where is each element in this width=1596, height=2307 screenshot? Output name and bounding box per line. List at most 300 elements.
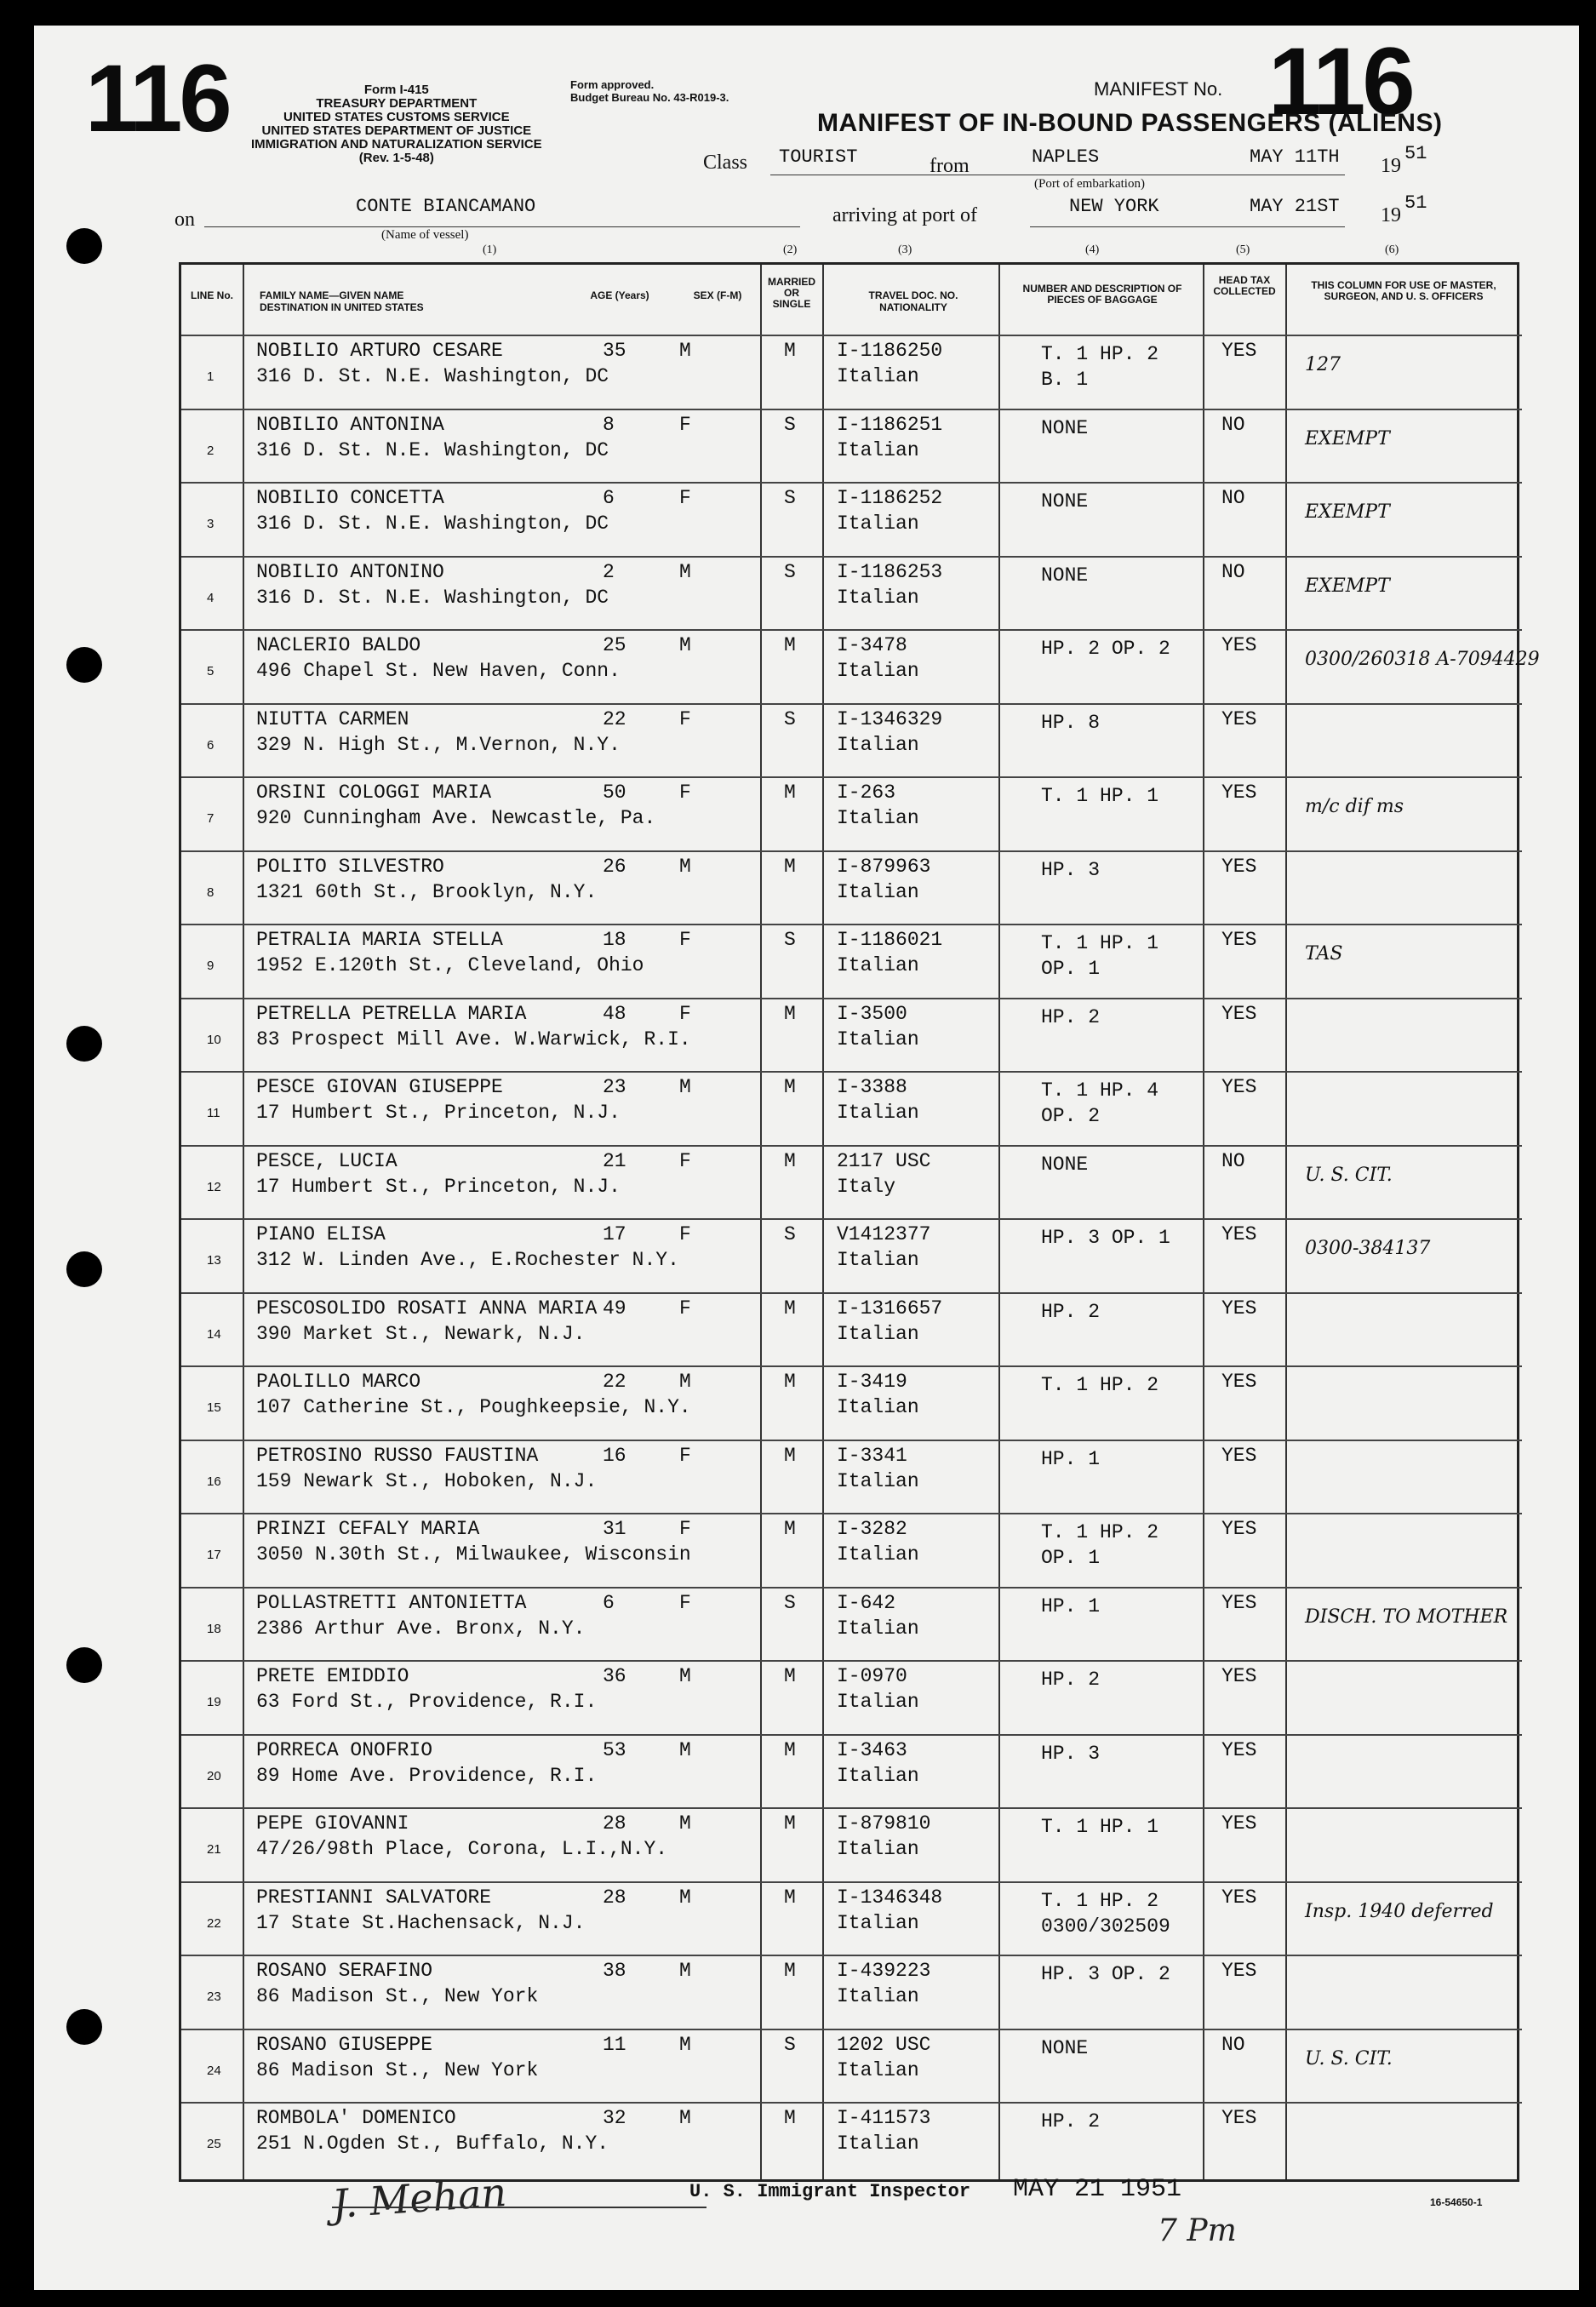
approval-line: Form approved. bbox=[570, 78, 655, 91]
marital-status: S bbox=[784, 413, 796, 436]
baggage: HP. 1 bbox=[1041, 1594, 1101, 1617]
class-label: Class bbox=[703, 152, 748, 174]
sex: M bbox=[679, 1738, 691, 1761]
row-divider bbox=[181, 1218, 1522, 1220]
col-num-6: (6) bbox=[1385, 243, 1399, 256]
passenger-name: POLITO SILVESTRO bbox=[256, 855, 444, 878]
sex: F bbox=[679, 413, 691, 436]
age: 49 bbox=[603, 1297, 626, 1320]
age: 36 bbox=[603, 1665, 626, 1687]
marital-status: S bbox=[784, 929, 796, 951]
travel-doc-number: I-3463 bbox=[837, 1738, 907, 1761]
officer-note: TAS bbox=[1305, 943, 1343, 965]
destination: 390 Market St., Newark, N.J. bbox=[256, 1322, 586, 1345]
head-tax: YES bbox=[1221, 1297, 1257, 1320]
nationality: Italian bbox=[837, 1985, 919, 2007]
inspector-signature: J. Mehan bbox=[330, 2168, 508, 2228]
head-tax: YES bbox=[1221, 1223, 1257, 1245]
officer-note: EXEMPT bbox=[1305, 575, 1390, 597]
col-destination: DESTINATION IN UNITED STATES bbox=[260, 301, 424, 313]
sex: F bbox=[679, 1002, 691, 1025]
travel-doc-number: I-3500 bbox=[837, 1002, 907, 1025]
officer-note: 0300-384137 bbox=[1305, 1238, 1431, 1259]
row-divider bbox=[181, 850, 1522, 852]
row-divider bbox=[181, 556, 1522, 558]
nationality: Italian bbox=[837, 807, 919, 829]
travel-doc-number: 2117 USC bbox=[837, 1149, 931, 1172]
col-head-tax: HEAD TAX COLLECTED bbox=[1213, 274, 1276, 297]
nationality: Italian bbox=[837, 733, 919, 756]
line-number: 21 bbox=[207, 1842, 221, 1857]
sex: M bbox=[679, 1076, 691, 1098]
destination: 17 Humbert St., Princeton, N.J. bbox=[256, 1102, 621, 1124]
marital-status: M bbox=[784, 1665, 796, 1687]
travel-doc-number: I-1186021 bbox=[837, 929, 943, 951]
line-number: 16 bbox=[207, 1474, 221, 1489]
age: 53 bbox=[603, 1738, 626, 1761]
officer-note: U. S. CIT. bbox=[1305, 1164, 1393, 1186]
age: 22 bbox=[603, 707, 626, 730]
destination: 316 D. St. N.E. Washington, DC bbox=[256, 512, 609, 535]
form-code: 16-54650-1 bbox=[1430, 2196, 1483, 2208]
line-number: 17 bbox=[207, 1548, 221, 1562]
age: 28 bbox=[603, 1886, 626, 1909]
destination: 316 D. St. N.E. Washington, DC bbox=[256, 438, 609, 461]
marital-status: M bbox=[784, 1960, 796, 1982]
travel-doc-number: I-3478 bbox=[837, 634, 907, 656]
passenger-name: PESCOSOLIDO ROSATI ANNA MARIA bbox=[256, 1297, 598, 1320]
ins-service: IMMIGRATION AND NATURALIZATION SERVICE bbox=[251, 137, 542, 152]
arriving-label: arriving at port of bbox=[832, 204, 977, 226]
destination: 89 Home Ave. Providence, R.I. bbox=[256, 1764, 598, 1787]
baggage: T. 1 HP. 4 bbox=[1041, 1079, 1159, 1102]
treasury-dept: TREASURY DEPARTMENT bbox=[316, 96, 478, 111]
destination: 63 Ford St., Providence, R.I. bbox=[256, 1691, 598, 1713]
row-divider bbox=[181, 335, 1522, 336]
head-tax: YES bbox=[1221, 340, 1257, 362]
arrival-port: NEW YORK bbox=[1069, 196, 1159, 217]
row-divider bbox=[181, 703, 1522, 705]
col-travel-doc: TRAVEL DOC. NO. bbox=[868, 289, 958, 301]
destination: 316 D. St. N.E. Washington, DC bbox=[256, 586, 609, 609]
row-divider bbox=[181, 1292, 1522, 1294]
baggage: HP. 3 bbox=[1041, 1742, 1101, 1765]
col-married: MARRIED OR SINGLE bbox=[768, 276, 815, 310]
head-tax: YES bbox=[1221, 1591, 1257, 1614]
sex: M bbox=[679, 340, 691, 362]
table-row bbox=[181, 1218, 1522, 1291]
baggage: HP. 8 bbox=[1041, 711, 1101, 734]
passenger-name: ROMBOLA' DOMENICO bbox=[256, 2107, 456, 2129]
officer-note: EXEMPT bbox=[1305, 501, 1390, 523]
age: 25 bbox=[603, 634, 626, 656]
sex: F bbox=[679, 929, 691, 951]
line-number: 25 bbox=[207, 2137, 221, 2151]
line-number: 13 bbox=[207, 1253, 221, 1268]
marital-status: M bbox=[784, 1371, 796, 1393]
travel-doc-number: I-1186252 bbox=[837, 487, 943, 509]
row-divider bbox=[181, 1440, 1522, 1441]
col-num-3: (3) bbox=[898, 243, 912, 256]
year-prefix: 19 bbox=[1381, 155, 1401, 177]
age: 38 bbox=[603, 1960, 626, 1982]
row-divider bbox=[181, 1587, 1522, 1589]
destination: 17 Humbert St., Princeton, N.J. bbox=[256, 1175, 621, 1198]
line-number: 18 bbox=[207, 1621, 221, 1636]
destination: 3050 N.30th St., Milwaukee, Wisconsin bbox=[256, 1543, 691, 1566]
baggage: HP. 3 OP. 1 bbox=[1041, 1227, 1170, 1249]
marital-status: M bbox=[784, 1002, 796, 1025]
nationality: Italian bbox=[837, 1102, 919, 1124]
col-num-5: (5) bbox=[1236, 243, 1250, 256]
signature-line bbox=[332, 2207, 706, 2208]
time-note: 7 Pm bbox=[1158, 2213, 1237, 2248]
manifest-no-label: MANIFEST No. bbox=[1094, 78, 1223, 100]
passenger-name: NOBILIO CONCETTA bbox=[256, 487, 444, 509]
line-number: 12 bbox=[207, 1179, 221, 1194]
page-number-left: 116 bbox=[85, 45, 229, 152]
row-divider bbox=[181, 1145, 1522, 1147]
destination: 1321 60th St., Brooklyn, N.Y. bbox=[256, 880, 598, 903]
officer-note: 0300/260318 A-7094429 bbox=[1305, 649, 1540, 670]
row-divider bbox=[181, 1881, 1522, 1883]
sex: F bbox=[679, 1444, 691, 1467]
age: 21 bbox=[603, 1149, 626, 1172]
passenger-name: NOBILIO ANTONINO bbox=[256, 560, 444, 583]
head-tax: YES bbox=[1221, 1371, 1257, 1393]
on-label: on bbox=[174, 209, 195, 231]
nationality: Italian bbox=[837, 1396, 919, 1418]
line-number: 20 bbox=[207, 1768, 221, 1783]
travel-doc-number: I-879963 bbox=[837, 855, 931, 878]
justice-dept: UNITED STATES DEPARTMENT OF JUSTICE bbox=[261, 123, 532, 138]
baggage-extra: OP. 1 bbox=[1041, 958, 1101, 980]
destination: 86 Madison St., New York bbox=[256, 2058, 539, 2081]
sex: F bbox=[679, 487, 691, 509]
baggage: NONE bbox=[1041, 2036, 1089, 2059]
age: 28 bbox=[603, 1812, 626, 1835]
head-tax: YES bbox=[1221, 1002, 1257, 1025]
nationality: Italian bbox=[837, 2132, 919, 2155]
marital-status: S bbox=[784, 2033, 796, 2056]
sex: F bbox=[679, 1223, 691, 1245]
age: 26 bbox=[603, 855, 626, 878]
officer-note: m/c dif ms bbox=[1305, 796, 1404, 817]
head-tax: YES bbox=[1221, 1738, 1257, 1761]
vessel-caption: (Name of vessel) bbox=[381, 228, 469, 242]
table-row bbox=[181, 1660, 1522, 1733]
col-nationality: NATIONALITY bbox=[879, 301, 947, 313]
destination: 107 Catherine St., Poughkeepsie, N.Y. bbox=[256, 1396, 691, 1418]
passenger-name: PIANO ELISA bbox=[256, 1223, 386, 1245]
travel-doc-number: I-879810 bbox=[837, 1812, 931, 1835]
customs-service: UNITED STATES CUSTOMS SERVICE bbox=[283, 110, 510, 124]
row-divider bbox=[181, 2102, 1522, 2104]
vessel-name: CONTE BIANCAMANO bbox=[356, 196, 536, 217]
marital-status: M bbox=[784, 1812, 796, 1835]
marital-status: M bbox=[784, 1297, 796, 1320]
sex: M bbox=[679, 1812, 691, 1835]
head-tax: YES bbox=[1221, 855, 1257, 878]
baggage: NONE bbox=[1041, 564, 1089, 587]
row-divider bbox=[181, 776, 1522, 778]
travel-doc-number: I-0970 bbox=[837, 1665, 907, 1687]
sex: M bbox=[679, 1960, 691, 1982]
destination: 312 W. Linden Ave., E.Rochester N.Y. bbox=[256, 1249, 679, 1271]
table-row bbox=[181, 2102, 1522, 2175]
line-number: 9 bbox=[207, 959, 215, 973]
sex: M bbox=[679, 560, 691, 583]
nationality: Italian bbox=[837, 1543, 919, 1566]
row-divider bbox=[181, 1734, 1522, 1736]
passenger-name: PETRELLA PETRELLA MARIA bbox=[256, 1002, 527, 1025]
table-row bbox=[181, 1807, 1522, 1881]
line-number: 24 bbox=[207, 2063, 221, 2078]
officer-note: 127 bbox=[1305, 354, 1341, 375]
passenger-name: PORRECA ONOFRIO bbox=[256, 1738, 433, 1761]
head-tax: YES bbox=[1221, 2107, 1257, 2129]
marital-status: S bbox=[784, 707, 796, 730]
age: 6 bbox=[603, 1591, 615, 1614]
marital-status: M bbox=[784, 340, 796, 362]
passenger-name: NOBILIO ANTONINA bbox=[256, 413, 444, 436]
table-row bbox=[181, 2029, 1522, 2102]
col-sex: SEX (F-M) bbox=[693, 289, 742, 301]
date-stamp: MAY 21 1951 bbox=[1013, 2175, 1182, 2204]
line-number: 3 bbox=[207, 517, 215, 531]
line-number: 6 bbox=[207, 737, 215, 753]
form-number: Form I-415 bbox=[363, 83, 429, 97]
passenger-name: ROSANO SERAFINO bbox=[256, 1960, 433, 1982]
table-row bbox=[181, 1292, 1522, 1365]
row-divider bbox=[181, 1071, 1522, 1073]
sex: F bbox=[679, 1591, 691, 1614]
row-divider bbox=[181, 1365, 1522, 1367]
table-row bbox=[181, 1145, 1522, 1218]
nationality: Italian bbox=[837, 1838, 919, 1860]
table-row bbox=[181, 629, 1540, 702]
marital-status: S bbox=[784, 1591, 796, 1614]
baggage-extra: OP. 1 bbox=[1041, 1547, 1101, 1569]
binder-hole bbox=[66, 1251, 102, 1287]
binder-hole bbox=[66, 1026, 102, 1062]
baggage: HP. 3 bbox=[1041, 858, 1101, 881]
passenger-name: NACLERIO BALDO bbox=[256, 634, 421, 656]
sex: M bbox=[679, 2107, 691, 2129]
depart-date: MAY 11TH bbox=[1250, 146, 1340, 168]
sex: F bbox=[679, 1297, 691, 1320]
year-prefix-2: 19 bbox=[1381, 204, 1401, 226]
officer-note: U. S. CIT. bbox=[1305, 2047, 1393, 2069]
passenger-name: PRETE EMIDDIO bbox=[256, 1665, 409, 1687]
destination: 496 Chapel St. New Haven, Conn. bbox=[256, 660, 621, 682]
baggage: T. 1 HP. 2 bbox=[1041, 1374, 1159, 1396]
head-tax: YES bbox=[1221, 634, 1257, 656]
binder-hole bbox=[66, 1647, 102, 1683]
sex: M bbox=[679, 1371, 691, 1393]
head-tax: YES bbox=[1221, 1518, 1257, 1540]
line-number: 7 bbox=[207, 811, 215, 826]
table-row bbox=[181, 1881, 1522, 1955]
passenger-name: ROSANO GIUSEPPE bbox=[256, 2033, 433, 2056]
destination: 251 N.Ogden St., Buffalo, N.Y. bbox=[256, 2132, 609, 2155]
form-approval bbox=[570, 78, 729, 104]
marital-status: M bbox=[784, 1738, 796, 1761]
manifest-title: MANIFEST OF IN-BOUND PASSENGERS (ALIENS) bbox=[817, 109, 1443, 137]
sex: F bbox=[679, 781, 691, 804]
row-divider bbox=[181, 924, 1522, 925]
table-row bbox=[181, 1734, 1522, 1807]
baggage: T. 1 HP. 2 bbox=[1041, 1521, 1159, 1543]
age: 18 bbox=[603, 929, 626, 951]
travel-doc-number: I-411573 bbox=[837, 2107, 931, 2129]
line-number: 8 bbox=[207, 884, 215, 900]
destination: 2386 Arthur Ave. Bronx, N.Y. bbox=[256, 1617, 586, 1640]
age: 50 bbox=[603, 781, 626, 804]
nationality: Italian bbox=[837, 1764, 919, 1787]
baggage: NONE bbox=[1041, 416, 1089, 439]
sex: M bbox=[679, 2033, 691, 2056]
table-row bbox=[181, 703, 1522, 776]
arrival-underline bbox=[1030, 226, 1345, 227]
table-row bbox=[181, 1071, 1522, 1144]
nationality: Italian bbox=[837, 1028, 919, 1050]
page-number-right: 116 bbox=[1268, 28, 1412, 135]
head-tax: YES bbox=[1221, 1812, 1257, 1835]
passenger-name: PRINZI CEFALY MARIA bbox=[256, 1518, 480, 1540]
baggage: HP. 2 OP. 2 bbox=[1041, 638, 1170, 660]
travel-doc-number: I-3282 bbox=[837, 1518, 907, 1540]
sex: M bbox=[679, 855, 691, 878]
destination: 920 Cunningham Ave. Newcastle, Pa. bbox=[256, 807, 656, 829]
sex: F bbox=[679, 1518, 691, 1540]
col-num-1: (1) bbox=[483, 243, 497, 256]
line-number: 11 bbox=[207, 1106, 220, 1120]
sex: F bbox=[679, 1149, 691, 1172]
head-tax: YES bbox=[1221, 707, 1257, 730]
baggage: T. 1 HP. 2 bbox=[1041, 1889, 1159, 1912]
head-tax: YES bbox=[1221, 1444, 1257, 1467]
head-tax: YES bbox=[1221, 1886, 1257, 1909]
officer-note: EXEMPT bbox=[1305, 427, 1390, 449]
age: 22 bbox=[603, 1371, 626, 1393]
row-divider bbox=[181, 2029, 1522, 2030]
head-tax: YES bbox=[1221, 929, 1257, 951]
marital-status: M bbox=[784, 1149, 796, 1172]
sex: M bbox=[679, 634, 691, 656]
officer-note: Insp. 1940 deferred bbox=[1305, 1900, 1494, 1922]
form-id-block bbox=[251, 83, 542, 165]
passenger-name: NIUTTA CARMEN bbox=[256, 707, 409, 730]
passenger-name: PEPE GIOVANNI bbox=[256, 1812, 409, 1835]
passenger-name: PRESTIANNI SALVATORE bbox=[256, 1886, 492, 1909]
marital-status: M bbox=[784, 634, 796, 656]
col-num-4: (4) bbox=[1085, 243, 1100, 256]
row-divider bbox=[181, 1955, 1522, 1956]
destination: 159 Newark St., Hoboken, N.J. bbox=[256, 1469, 598, 1492]
passenger-name: PESCE, LUCIA bbox=[256, 1149, 398, 1172]
travel-doc-number: I-1186250 bbox=[837, 340, 943, 362]
marital-status: M bbox=[784, 855, 796, 878]
head-tax: YES bbox=[1221, 1076, 1257, 1098]
travel-doc-number: 1202 USC bbox=[837, 2033, 931, 2056]
depart-year: 51 bbox=[1404, 143, 1427, 164]
passenger-name: PETROSINO RUSSO FAUSTINA bbox=[256, 1444, 539, 1467]
age: 35 bbox=[603, 340, 626, 362]
sex: F bbox=[679, 707, 691, 730]
travel-doc-number: I-1346329 bbox=[837, 707, 943, 730]
vessel-underline bbox=[204, 226, 800, 227]
col-num-2: (2) bbox=[783, 243, 798, 256]
line-number: 19 bbox=[207, 1695, 221, 1709]
baggage-extra: OP. 2 bbox=[1041, 1105, 1101, 1127]
from-value: NAPLES bbox=[1032, 146, 1100, 168]
col-officers: THIS COLUMN FOR USE OF MASTER, SURGEON, AND U. S. OFFICERS bbox=[1311, 279, 1496, 302]
budget-line: Budget Bureau No. 43-R019-3. bbox=[570, 91, 729, 104]
destination: 316 D. St. N.E. Washington, DC bbox=[256, 365, 609, 387]
row-divider bbox=[181, 629, 1522, 631]
head-tax: YES bbox=[1221, 1960, 1257, 1982]
sex: M bbox=[679, 1886, 691, 1909]
travel-doc-number: I-1186253 bbox=[837, 560, 943, 583]
head-tax: NO bbox=[1221, 487, 1245, 509]
table-row bbox=[181, 850, 1522, 924]
nationality: Italian bbox=[837, 1249, 919, 1271]
table-row bbox=[181, 1365, 1522, 1439]
travel-doc-number: I-3388 bbox=[837, 1076, 907, 1098]
nationality: Italian bbox=[837, 1911, 919, 1934]
marital-status: M bbox=[784, 1444, 796, 1467]
passenger-name: POLLASTRETTI ANTONIETTA bbox=[256, 1591, 527, 1614]
age: 23 bbox=[603, 1076, 626, 1098]
inspector-label: U. S. Immigrant Inspector bbox=[689, 2181, 971, 2202]
baggage: T. 1 HP. 1 bbox=[1041, 1816, 1159, 1838]
nationality: Italian bbox=[837, 2058, 919, 2081]
head-tax: NO bbox=[1221, 560, 1245, 583]
travel-doc-number: V1412377 bbox=[837, 1223, 931, 1245]
marital-status: M bbox=[784, 1518, 796, 1540]
table-row bbox=[181, 1440, 1522, 1513]
line-number: 4 bbox=[207, 590, 215, 605]
sex: M bbox=[679, 1665, 691, 1687]
travel-doc-number: I-439223 bbox=[837, 1960, 931, 1982]
table-row bbox=[181, 998, 1522, 1071]
head-tax: YES bbox=[1221, 1665, 1257, 1687]
age: 6 bbox=[603, 487, 615, 509]
table-row bbox=[181, 335, 1522, 408]
table-row bbox=[181, 1955, 1522, 2028]
line-number: 10 bbox=[207, 1032, 221, 1047]
row-divider bbox=[181, 1807, 1522, 1809]
table-row bbox=[181, 409, 1522, 482]
baggage: HP. 2 bbox=[1041, 1300, 1101, 1323]
travel-doc-number: I-1346348 bbox=[837, 1886, 943, 1909]
col-age: AGE (Years) bbox=[590, 289, 649, 301]
travel-doc-number: I-3341 bbox=[837, 1444, 907, 1467]
baggage: HP. 1 bbox=[1041, 1447, 1101, 1470]
age: 2 bbox=[603, 560, 615, 583]
destination: 47/26/98th Place, Corona, L.I.,N.Y. bbox=[256, 1838, 668, 1860]
nationality: Italian bbox=[837, 586, 919, 609]
nationality: Italian bbox=[837, 1322, 919, 1345]
line-number: 15 bbox=[207, 1400, 221, 1415]
marital-status: M bbox=[784, 1076, 796, 1098]
age: 8 bbox=[603, 413, 615, 436]
nationality: Italian bbox=[837, 365, 919, 387]
nationality: Italian bbox=[837, 512, 919, 535]
destination: 83 Prospect Mill Ave. W.Warwick, R.I. bbox=[256, 1028, 691, 1050]
arrival-year: 51 bbox=[1404, 192, 1427, 214]
